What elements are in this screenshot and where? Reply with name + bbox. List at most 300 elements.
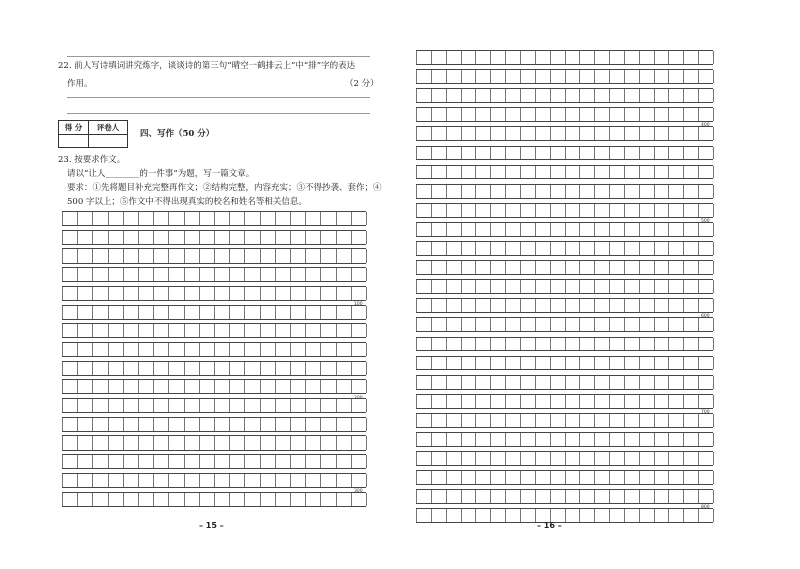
grid-cell-divider <box>609 376 610 389</box>
grid-cell-divider <box>260 418 261 431</box>
grid-cell-divider <box>336 399 337 412</box>
grid-cell-divider <box>639 185 640 198</box>
grid-cell-divider <box>77 399 78 412</box>
grid-cell-divider <box>698 280 699 293</box>
grid-cell-divider <box>520 452 521 465</box>
grid-cell-divider <box>594 509 595 522</box>
grid-cell-divider <box>77 343 78 356</box>
grid-cell-divider <box>639 414 640 427</box>
grid-cell-divider <box>184 474 185 487</box>
grid-cell-divider <box>108 306 109 319</box>
grid-row[interactable] <box>416 69 713 84</box>
grid-cell-divider <box>624 299 625 312</box>
grid-cell-divider <box>668 185 669 198</box>
grid-cell-divider <box>214 436 215 449</box>
grid-cell-divider <box>290 380 291 393</box>
grid-cell-divider <box>713 185 714 198</box>
grid-cell-divider <box>579 280 580 293</box>
grid-cell-divider <box>214 212 215 225</box>
grid-cell-divider <box>698 414 699 427</box>
grid-cell-divider <box>244 324 245 337</box>
grid-cell-divider <box>77 493 78 506</box>
grid-cell-divider <box>199 399 200 412</box>
grid-cell-divider <box>62 493 63 506</box>
grid-cell-divider <box>260 212 261 225</box>
grid-cell-divider <box>654 127 655 140</box>
grid-row[interactable] <box>62 211 366 226</box>
grid-row[interactable] <box>62 454 366 469</box>
grid-cell-divider <box>505 223 506 236</box>
grid-cell-divider <box>550 185 551 198</box>
grid-cell-divider <box>416 261 417 274</box>
grid-cell-divider <box>609 490 610 503</box>
grid-cell-divider <box>490 318 491 331</box>
grid-cell-divider <box>244 212 245 225</box>
grid-cell-divider <box>62 324 63 337</box>
grid-row[interactable] <box>416 337 713 352</box>
grid-row[interactable] <box>62 230 366 245</box>
grid-row[interactable] <box>416 222 713 237</box>
grid-row[interactable] <box>416 413 713 428</box>
grid-cell-divider <box>698 89 699 102</box>
grid-cell-divider <box>520 51 521 64</box>
grid-cell-divider <box>594 318 595 331</box>
grid-cell-divider <box>609 357 610 370</box>
grid-cell-divider <box>260 362 261 375</box>
grid-cell-divider <box>520 280 521 293</box>
grid-cell-divider <box>275 212 276 225</box>
grid-cell-divider <box>713 147 714 160</box>
grid-cell-divider <box>654 70 655 83</box>
grid-cell-divider <box>505 338 506 351</box>
grid-cell-divider <box>668 509 669 522</box>
grid-cell-divider <box>475 414 476 427</box>
question-23-line-3: 要求：①先将题目补充完整再作文；②结构完整，内容充实；③不得抄袭、套作；④ <box>67 183 382 193</box>
grid-cell-divider <box>713 471 714 484</box>
grid-cell-divider <box>698 357 699 370</box>
grid-cell-divider <box>320 399 321 412</box>
grid-row[interactable] <box>416 279 713 294</box>
grid-cell-divider <box>244 287 245 300</box>
grid-cell-divider <box>639 261 640 274</box>
grid-cell-divider <box>683 185 684 198</box>
grid-cell-divider <box>138 287 139 300</box>
grid-cell-divider <box>351 268 352 281</box>
grid-cell-divider <box>431 185 432 198</box>
grid-cell-divider <box>461 338 462 351</box>
grid-cell-divider <box>550 318 551 331</box>
grid-cell-divider <box>92 474 93 487</box>
grid-cell-divider <box>609 147 610 160</box>
grid-cell-divider <box>535 261 536 274</box>
grid-cell-divider <box>624 471 625 484</box>
grid-cell-divider <box>535 89 536 102</box>
grid-cell-divider <box>609 89 610 102</box>
grid-cell-divider <box>229 268 230 281</box>
grid-row[interactable] <box>416 317 713 332</box>
grid-row[interactable] <box>416 126 713 141</box>
grid-cell-divider <box>565 509 566 522</box>
grid-cell-divider <box>594 242 595 255</box>
grid-cell-divider <box>431 127 432 140</box>
grid-row[interactable] <box>416 203 713 218</box>
grid-cell-divider <box>713 223 714 236</box>
grid-cell-divider <box>535 395 536 408</box>
grid-cell-divider <box>683 318 684 331</box>
grid-cell-divider <box>654 414 655 427</box>
grid-cell-divider <box>168 268 169 281</box>
grid-cell-divider <box>305 212 306 225</box>
grid-cell-divider <box>550 490 551 503</box>
composition-grid-right[interactable] <box>416 50 713 523</box>
grid-cell-divider <box>446 376 447 389</box>
grid-cell-divider <box>351 493 352 506</box>
grid-row[interactable] <box>62 305 366 320</box>
grid-cell-divider <box>490 70 491 83</box>
composition-grid-left[interactable] <box>62 211 366 507</box>
grid-cell-divider <box>153 362 154 375</box>
word-count-marker: 100 <box>354 302 363 307</box>
grid-cell-divider <box>108 380 109 393</box>
grid-cell-divider <box>446 185 447 198</box>
grid-row[interactable] <box>416 165 713 180</box>
grid-cell-divider <box>594 490 595 503</box>
grid-cell-divider <box>366 455 367 468</box>
grid-cell-divider <box>698 127 699 140</box>
grid-cell-divider <box>244 418 245 431</box>
grid-cell-divider <box>490 452 491 465</box>
grid-cell-divider <box>535 471 536 484</box>
grid-row[interactable] <box>416 88 713 103</box>
grid-cell-divider <box>229 493 230 506</box>
grid-cell-divider <box>138 268 139 281</box>
grid-cell-divider <box>668 70 669 83</box>
grid-cell-divider <box>683 147 684 160</box>
grid-row[interactable] <box>62 361 366 376</box>
grid-cell-divider <box>520 490 521 503</box>
grid-cell-divider <box>431 89 432 102</box>
grid-cell-divider <box>138 399 139 412</box>
grid-cell-divider <box>668 357 669 370</box>
grid-cell-divider <box>654 223 655 236</box>
grid-cell-divider <box>505 357 506 370</box>
grid-cell-divider <box>698 395 699 408</box>
grid-cell-divider <box>461 147 462 160</box>
grid-cell-divider <box>446 299 447 312</box>
grid-cell-divider <box>565 452 566 465</box>
grid-cell-divider <box>123 436 124 449</box>
grid-cell-divider <box>668 223 669 236</box>
grid-cell-divider <box>475 108 476 121</box>
grid-cell-divider <box>320 268 321 281</box>
grid-cell-divider <box>431 166 432 179</box>
grid-cell-divider <box>475 376 476 389</box>
grid-cell-divider <box>168 399 169 412</box>
grid-cell-divider <box>153 268 154 281</box>
grid-row[interactable] <box>62 492 366 507</box>
grid-cell-divider <box>168 418 169 431</box>
grid-cell-divider <box>535 108 536 121</box>
grid-cell-divider <box>565 395 566 408</box>
grid-cell-divider <box>108 249 109 262</box>
grid-row[interactable] <box>416 508 713 523</box>
grid-cell-divider <box>138 436 139 449</box>
grid-cell-divider <box>713 452 714 465</box>
grid-cell-divider <box>431 147 432 160</box>
grid-cell-divider <box>668 376 669 389</box>
grid-cell-divider <box>505 185 506 198</box>
grid-cell-divider <box>260 493 261 506</box>
grid-row[interactable] <box>62 342 366 357</box>
grid-row[interactable] <box>416 394 713 409</box>
grid-row[interactable] <box>62 286 366 301</box>
grid-row[interactable] <box>62 323 366 338</box>
grid-row[interactable] <box>416 451 713 466</box>
grid-cell-divider <box>416 280 417 293</box>
grid-cell-divider <box>431 357 432 370</box>
grid-cell-divider <box>698 204 699 217</box>
grid-row[interactable] <box>416 107 713 122</box>
grid-row[interactable] <box>416 356 713 371</box>
grid-cell-divider <box>579 51 580 64</box>
grid-cell-divider <box>431 242 432 255</box>
grid-cell-divider <box>461 223 462 236</box>
question-22-points: （2 分） <box>345 79 379 89</box>
grid-cell-divider <box>520 299 521 312</box>
grid-cell-divider <box>153 436 154 449</box>
grid-cell-divider <box>505 452 506 465</box>
grid-cell-divider <box>579 261 580 274</box>
grid-cell-divider <box>639 70 640 83</box>
grid-cell-divider <box>683 357 684 370</box>
grid-cell-divider <box>683 242 684 255</box>
grid-cell-divider <box>594 471 595 484</box>
grid-cell-divider <box>490 280 491 293</box>
grid-cell-divider <box>320 343 321 356</box>
grid-cell-divider <box>535 414 536 427</box>
grid-cell-divider <box>244 362 245 375</box>
grid-cell-divider <box>123 306 124 319</box>
grid-row[interactable] <box>416 184 713 199</box>
grid-cell-divider <box>609 280 610 293</box>
grid-cell-divider <box>565 490 566 503</box>
grid-cell-divider <box>168 436 169 449</box>
grid-cell-divider <box>698 51 699 64</box>
grid-cell-divider <box>594 89 595 102</box>
grid-cell-divider <box>290 474 291 487</box>
grid-cell-divider <box>336 324 337 337</box>
grid-cell-divider <box>490 338 491 351</box>
grid-cell-divider <box>475 242 476 255</box>
answer-line <box>67 56 370 57</box>
grid-row[interactable] <box>62 248 366 263</box>
grid-row[interactable] <box>416 432 713 447</box>
grid-cell-divider <box>624 414 625 427</box>
grid-cell-divider <box>654 242 655 255</box>
question-22-line-2: 作用。 <box>67 79 93 89</box>
grid-cell-divider <box>416 242 417 255</box>
grid-cell-divider <box>713 89 714 102</box>
grid-cell-divider <box>184 324 185 337</box>
grid-cell-divider <box>550 147 551 160</box>
grid-cell-divider <box>505 414 506 427</box>
grid-row[interactable] <box>62 267 366 282</box>
grid-row[interactable] <box>416 146 713 161</box>
grid-cell-divider <box>550 376 551 389</box>
grid-cell-divider <box>461 471 462 484</box>
grid-cell-divider <box>490 299 491 312</box>
grid-cell-divider <box>609 471 610 484</box>
grid-cell-divider <box>305 380 306 393</box>
grid-cell-divider <box>475 204 476 217</box>
grid-cell-divider <box>698 185 699 198</box>
grid-cell-divider <box>320 418 321 431</box>
grid-cell-divider <box>138 306 139 319</box>
grid-cell-divider <box>366 474 367 487</box>
grid-cell-divider <box>639 280 640 293</box>
grid-cell-divider <box>609 395 610 408</box>
question-22-line-1: 22. 前人写诗填词讲究炼字，谈谈诗的第三句“晴空一鹤排云上”中“排”字的表达 <box>58 61 356 71</box>
grid-cell-divider <box>490 395 491 408</box>
grid-cell-divider <box>244 436 245 449</box>
grid-cell-divider <box>654 395 655 408</box>
grid-row[interactable] <box>416 260 713 275</box>
grid-cell-divider <box>199 418 200 431</box>
grid-row[interactable] <box>62 379 366 394</box>
grid-cell-divider <box>62 343 63 356</box>
grid-row[interactable] <box>416 470 713 485</box>
grid-cell-divider <box>698 70 699 83</box>
grid-cell-divider <box>153 418 154 431</box>
grid-row[interactable] <box>416 375 713 390</box>
grid-cell-divider <box>490 147 491 160</box>
grid-cell-divider <box>351 418 352 431</box>
grid-cell-divider <box>320 306 321 319</box>
grid-cell-divider <box>416 223 417 236</box>
grid-row[interactable] <box>62 417 366 432</box>
grid-cell-divider <box>713 261 714 274</box>
grid-cell-divider <box>153 324 154 337</box>
grid-row[interactable] <box>62 435 366 450</box>
grid-cell-divider <box>565 70 566 83</box>
grid-cell-divider <box>351 343 352 356</box>
grid-cell-divider <box>351 399 352 412</box>
grid-row[interactable] <box>416 298 713 313</box>
grid-cell-divider <box>275 399 276 412</box>
grid-cell-divider <box>490 242 491 255</box>
grid-cell-divider <box>123 362 124 375</box>
grid-cell-divider <box>336 343 337 356</box>
grid-cell-divider <box>168 362 169 375</box>
grid-cell-divider <box>168 306 169 319</box>
grid-cell-divider <box>446 395 447 408</box>
grid-cell-divider <box>77 474 78 487</box>
grid-cell-divider <box>244 343 245 356</box>
grid-cell-divider <box>431 376 432 389</box>
grid-cell-divider <box>624 490 625 503</box>
grid-cell-divider <box>654 51 655 64</box>
grid-cell-divider <box>520 318 521 331</box>
grid-cell-divider <box>461 166 462 179</box>
grid-row[interactable] <box>416 489 713 504</box>
grid-cell-divider <box>138 249 139 262</box>
grid-cell-divider <box>168 455 169 468</box>
grid-cell-divider <box>168 249 169 262</box>
grid-cell-divider <box>535 338 536 351</box>
grid-cell-divider <box>579 357 580 370</box>
page-number-right: – 16 – <box>537 521 562 530</box>
grid-row[interactable] <box>416 50 713 65</box>
grid-cell-divider <box>683 452 684 465</box>
grid-cell-divider <box>229 455 230 468</box>
grid-cell-divider <box>490 166 491 179</box>
grid-cell-divider <box>351 380 352 393</box>
grid-cell-divider <box>624 89 625 102</box>
grid-cell-divider <box>416 185 417 198</box>
grid-cell-divider <box>446 338 447 351</box>
grid-row[interactable] <box>416 241 713 256</box>
grid-cell-divider <box>639 338 640 351</box>
grid-cell-divider <box>654 261 655 274</box>
grid-cell-divider <box>668 490 669 503</box>
grid-cell-divider <box>275 287 276 300</box>
grid-cell-divider <box>683 490 684 503</box>
grid-cell-divider <box>550 70 551 83</box>
grid-cell-divider <box>668 242 669 255</box>
grid-cell-divider <box>77 362 78 375</box>
grid-cell-divider <box>62 362 63 375</box>
grid-cell-divider <box>624 127 625 140</box>
grid-cell-divider <box>609 185 610 198</box>
grid-cell-divider <box>153 306 154 319</box>
grid-cell-divider <box>123 380 124 393</box>
grid-cell-divider <box>305 418 306 431</box>
grid-cell-divider <box>505 395 506 408</box>
grid-cell-divider <box>550 433 551 446</box>
grid-row[interactable] <box>62 395 366 413</box>
grid-cell-divider <box>490 108 491 121</box>
grid-cell-divider <box>683 299 684 312</box>
grid-cell-divider <box>505 204 506 217</box>
grid-cell-divider <box>639 471 640 484</box>
word-count-marker: 800 <box>701 505 710 511</box>
grid-cell-divider <box>594 338 595 351</box>
grid-cell-divider <box>416 471 417 484</box>
grid-cell-divider <box>229 287 230 300</box>
grid-cell-divider <box>416 318 417 331</box>
grid-cell-divider <box>579 127 580 140</box>
grid-cell-divider <box>214 399 215 412</box>
grid-cell-divider <box>550 299 551 312</box>
grid-cell-divider <box>475 51 476 64</box>
grid-cell-divider <box>565 242 566 255</box>
grid-cell-divider <box>579 395 580 408</box>
grid-cell-divider <box>475 471 476 484</box>
grid-cell-divider <box>446 223 447 236</box>
grid-cell-divider <box>92 455 93 468</box>
grid-cell-divider <box>275 249 276 262</box>
grid-cell-divider <box>698 261 699 274</box>
grid-cell-divider <box>123 268 124 281</box>
grid-row[interactable] <box>62 473 366 488</box>
grid-cell-divider <box>446 108 447 121</box>
grid-cell-divider <box>550 166 551 179</box>
grid-cell-divider <box>520 433 521 446</box>
grid-cell-divider <box>520 471 521 484</box>
grid-cell-divider <box>565 414 566 427</box>
grid-cell-divider <box>668 147 669 160</box>
grid-cell-divider <box>579 70 580 83</box>
